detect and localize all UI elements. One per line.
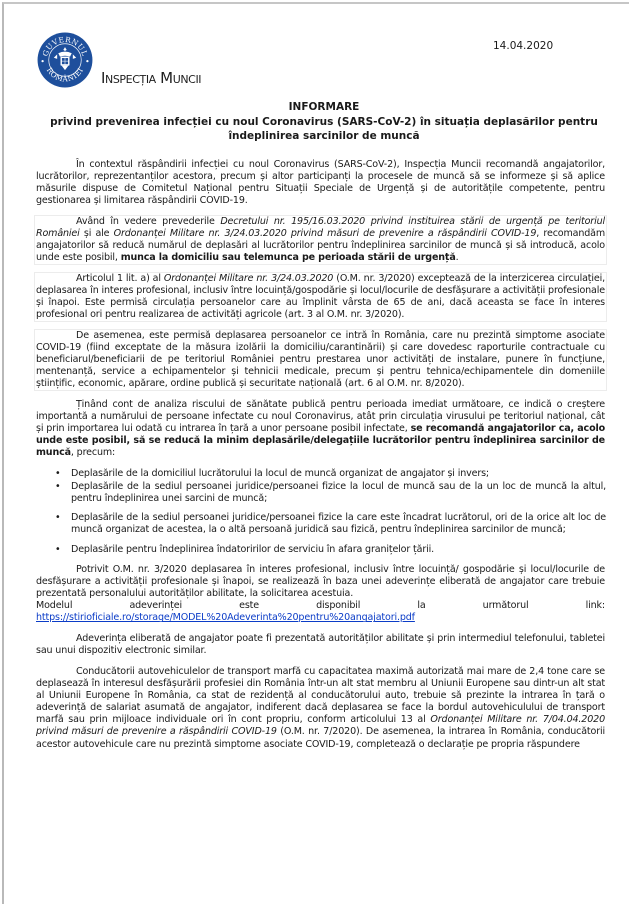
link-intro-line <box>36 600 605 612</box>
text-word: la <box>417 600 426 612</box>
document-date: 14.04.2020 <box>493 40 554 52</box>
paragraph-certificate-model <box>35 564 606 624</box>
text-span: și ale <box>79 228 114 240</box>
list-item <box>35 468 606 480</box>
list-item-text: Deplasările de la sediul persoanei juridice/persoanei fizice la locul de muncă sau de la un loc de muncă la altul, pentru îndeplinirea unei sarcini de muncă; <box>71 480 606 504</box>
svg-text:ROMÂNIEI: ROMÂNIEI <box>44 65 86 84</box>
paragraph-electronic-certificate: Adeverința eliberată de angajator poate fi prezentată autorităților abilitate și prin intermediul telefonului, tabletei sau unui dispozitiv electronic similar. <box>36 633 605 657</box>
bullet-icon: • <box>55 468 61 480</box>
paragraph-article-1 <box>35 273 606 321</box>
bullet-icon: • <box>55 544 61 555</box>
decree-reference: Decretului nr. 195/16.03.2020 privind instituirea stării de urgență pe teritoriul României <box>36 215 605 240</box>
paragraph-context: În contextul răspândirii infecției cu noul Coronavirus (SARS-CoV-2), Inspecția Muncii recomandă angajatorilor, lucrătorilor, reprezentanților acestora, precum și altor participanți la procesele de muncă să se informeze și să aplice măsurile dispuse de Comitetul Național pentru Situații Speciale de Urgență și de autoritățile competente, pentru gestionarea și limitarea răspândirii COVID-19. <box>36 159 605 207</box>
text-word: este <box>239 600 259 612</box>
telework-recommendation: munca la domiciliu sau telemunca pe perioada stării de urgență <box>120 252 456 264</box>
paragraph-decree <box>35 216 606 264</box>
paragraph-risk-analysis <box>35 399 606 459</box>
certificate-model-link[interactable]: https://stirioficiale.ro/storage/MODEL%20Adeverinta%20pentru%20angajatori.pdf <box>36 612 415 624</box>
document-heading: INFORMARE <box>288 101 360 113</box>
text-word: următorul <box>482 600 529 612</box>
list-item <box>35 481 606 505</box>
text-word: disponibil <box>316 600 361 612</box>
paragraph-entry-exceptions: De asemenea, este permisă deplasarea persoanelor ce intră în România, care nu prezintă simptome asociate COVID-19 (fiind exceptate de la măsura izolării la domiciliu/carantinării) și care dovedesc raporturile contractuale cu beneficiarul/beneficiarii de pe teritoriul României pentru prestarea unor activități de instalare, punere în funcțiune, mentenanță, service a echipamentelor și tehnicii medicale, precum și pentru tehnica/echipamentele din domeniile științific, economic, apărare, ordine publică și securitate națională (art. 6 al O.M. nr. 8/2020). <box>36 329 605 390</box>
text-span: Conducătorii autovehiculelor de transport marfă cu capacitatea maximă autorizată mai mare de 2,4 tone care se deplasează în interesul desfășurării profesiei din România într-un alt stat membru al Uniunii Europene sau dintr-un alt stat al Uniunii Europene în România, ca stat de rezidență al conducătorului auto, trebuie să prezinte la intrarea în țară o adeverință de salariat asumată de angajator, indiferent dacă deplasarea se face la bordul autovehiculului de transport marfă sau prin mijloace individuale ori în cont propriu, conform articolului 13 al <box>36 665 605 726</box>
text-span: , recomandăm angajatorilor să reducă numărul de deplasări al lucrătorilor pentru îndeplinirea sarcinilor de muncă și să introducă, acolo unde este posibil, <box>36 228 605 264</box>
list-item <box>35 512 606 536</box>
bullet-icon: • <box>55 480 61 492</box>
travel-reduction-recommendation: se recomandă angajatorilor ca, acolo unde este posibil, să se reducă la minim deplasările/delegațiile lucrătorilor pentru îndeplinirea sarcinilor de muncă <box>36 423 606 459</box>
document-body <box>35 159 606 759</box>
document-page <box>2 2 629 904</box>
text-span: (O.M. nr. 7/2020). De asemenea, la intrarea în România, conducătorii acestor autovehicule care nu prezintă simptome asociate COVID-19, completează o declarație pe propria răspundere <box>36 726 605 750</box>
ordinance-reference: Ordonanței Militare nr. 3/24.03.2020 privind măsuri de prevenire a răspândirii COVID-19 <box>113 228 537 240</box>
text-span: Potrivit O.M. nr. 3/2020 deplasarea în interes profesional, inclusiv între locuință/ gospodărie și locul/locurile de desfășurare a activității profesionale și înapoi, se realizează în baza unei adeverințe eliberată de angajator care trebuie prezentată personalului autorităților abilitate, la solicitarea acestuia. <box>36 564 605 600</box>
svg-text:GUVERNUL: GUVERNUL <box>40 34 90 58</box>
guvernul-romaniei-seal-icon <box>37 32 93 88</box>
text-span: Ținând cont de analiza riscului de sănătate publică pentru perioada imediat următoare, ce indică o creștere importantă a numărului de persoane infectate cu noul Coronavirus, atât prin circulația virusului pe teritoriul național, cât și prin importarea lui odată cu intrarea în țară a unor persoane posibil infectate, <box>36 398 605 435</box>
text-span: Având în vedere prevederile <box>76 215 221 227</box>
bullet-icon: • <box>55 512 61 524</box>
brand-name: Inspecția Muncii <box>101 69 202 87</box>
list-item-text: Deplasările pentru îndeplinirea îndatoririlor de serviciu în afara granițelor țării. <box>71 544 434 555</box>
text-span: Articolul 1 lit. a) al <box>76 272 164 284</box>
text-word: Modelul <box>36 600 73 612</box>
ordinance-reference: Ordonanței Militare nr. 7/04.04.2020 privind măsuri de prevenire a răspândirii COVID-19 <box>36 714 605 738</box>
text-span: , precum: <box>70 447 116 459</box>
list-item-text: Deplasările de la sediul persoanei juridice/persoanei fizice la care este încadrat lucrătorul, ori de la orice alt loc de muncă organizat de acestea, la o altă persoană juridică sau fizică, pentru îndeplinirea sarcinilor de muncă; <box>71 512 606 536</box>
paragraph-truck-drivers <box>35 666 606 751</box>
ordinance-reference: Ordonanței Militare nr. 3/24.03.2020 <box>163 272 334 284</box>
text-word: link: <box>585 600 605 612</box>
list-item <box>35 544 606 556</box>
list-item-text: Deplasările de la domiciliul lucrătorului la locul de muncă organizat de angajator și invers; <box>71 468 489 480</box>
document-subtitle: privind prevenirea infecției cu noul Coronavirus (SARS-CoV-2) în situația deplasărilor pentru îndeplinirea sarcinilor de muncă <box>50 115 598 142</box>
travel-types-list <box>35 468 606 556</box>
document-title-block <box>34 100 614 144</box>
text-span: (O.M. nr. 3/2020) exceptează de la interzicerea circulației, deplasarea în interes profesional, inclusiv între locuință/gospodărie și locul/locurile de desfășurare a activității profesionale și înapoi. Este permisă circulația persoanelor care au împlinit vârsta de 65 de ani, dacă aceasta se face în interes profesional ori pentru realizarea de activități agricole (art. 3 al O.M. nr. 3/2020). <box>36 272 605 321</box>
text-word: adeverinței <box>129 600 182 612</box>
text-span: . <box>455 252 459 264</box>
